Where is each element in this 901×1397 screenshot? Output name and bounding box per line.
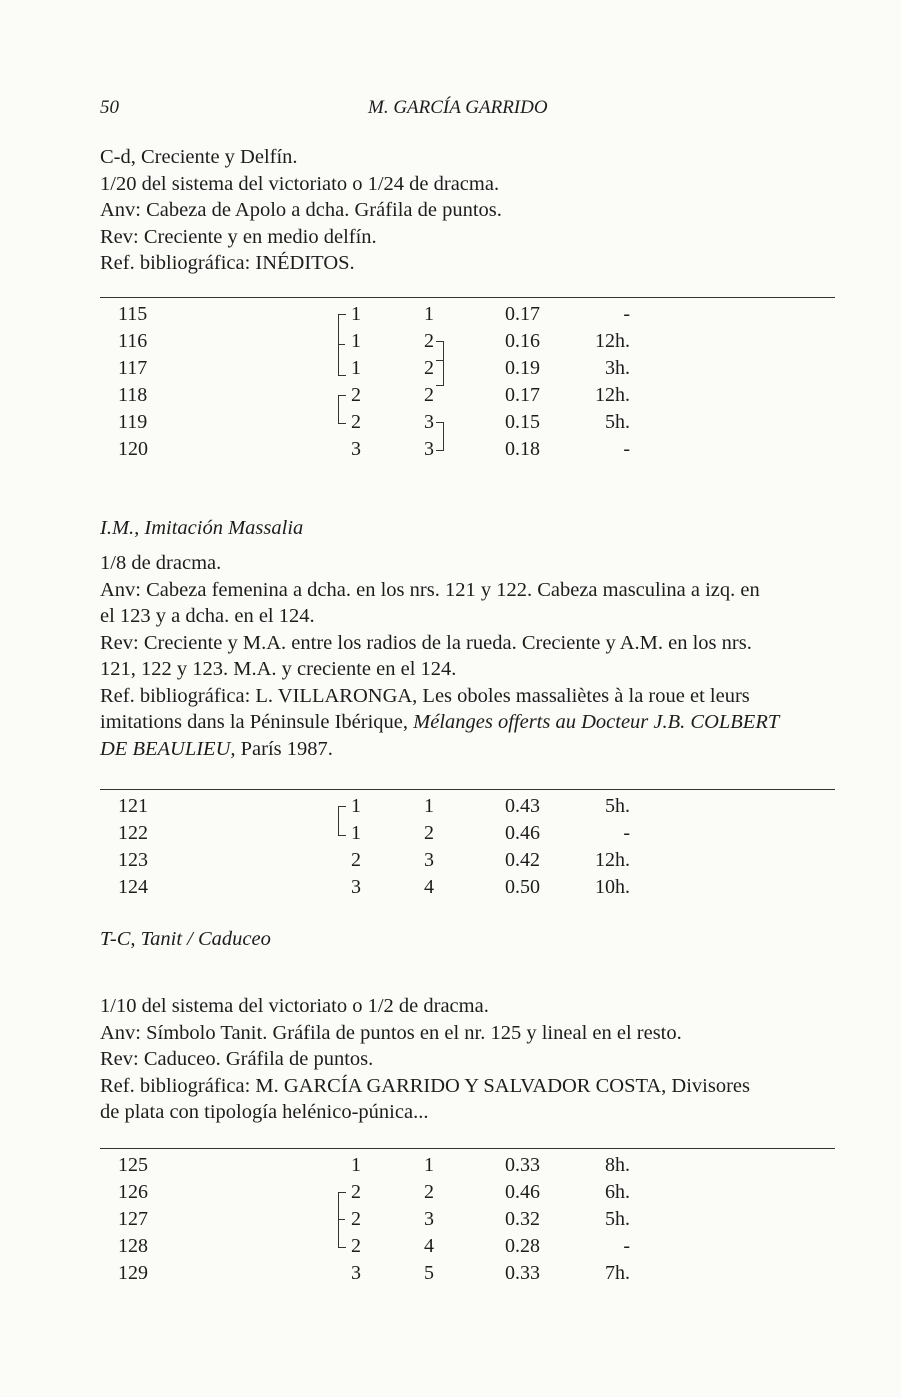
reference-text: imitations dans la Péninsule Ibérique, — [100, 711, 409, 733]
section1-line: C-d, Creciente y Delfín. — [100, 146, 298, 168]
section3-line: Ref. bibliográfica: M. GARCÍA GARRIDO Y SALVADOR COSTA, Divisores — [100, 1074, 750, 1097]
coin-number: 120 — [118, 438, 148, 460]
reverse-die: 1 — [424, 795, 434, 817]
die-axis: 12h. — [595, 330, 630, 352]
die-axis: - — [623, 438, 630, 460]
section3-line: Rev: Caduceo. Gráfila de puntos. — [100, 1048, 374, 1070]
section2-line: Rev: Creciente y M.A. entre los radios de la rueda. Creciente y A.M. en los nrs. — [100, 631, 752, 654]
section2-line: 1/8 de dracma. — [100, 552, 222, 574]
section2-line: Anv: Cabeza femenina a dcha. en los nrs. 121 y 122. Cabeza masculina a izq. en — [100, 578, 760, 601]
die-axis: 7h. — [605, 1262, 630, 1284]
obverse-die: 2 — [351, 1181, 361, 1203]
reverse-die: 3 — [424, 849, 434, 871]
table-row — [100, 357, 835, 383]
obverse-die: 3 — [351, 876, 361, 898]
table-row — [100, 438, 835, 464]
weight: 0.15 — [505, 411, 540, 433]
table-row — [100, 384, 835, 410]
reverse-die: 3 — [424, 1208, 434, 1230]
section2-description — [100, 550, 840, 762]
die-link-bracket — [338, 314, 346, 376]
weight: 0.33 — [505, 1154, 540, 1176]
obverse-die: 1 — [351, 357, 361, 379]
die-axis: 12h. — [595, 384, 630, 406]
weight: 0.50 — [505, 876, 540, 898]
die-link-bracket — [338, 1219, 345, 1220]
coin-number: 119 — [118, 411, 148, 433]
weight: 0.18 — [505, 438, 540, 460]
section1-description — [100, 144, 840, 277]
obverse-die: 3 — [351, 438, 361, 460]
section2-line: Ref. bibliográfica: L. VILLARONGA, Les oboles massaliètes à la roue et leurs — [100, 684, 750, 707]
die-axis: - — [623, 303, 630, 325]
table-row — [100, 849, 835, 875]
coin-number: 128 — [118, 1235, 148, 1257]
weight: 0.17 — [505, 384, 540, 406]
table-row — [100, 411, 835, 437]
coin-number: 126 — [118, 1181, 148, 1203]
section3-title: T-C, Tanit / Caduceo — [100, 928, 271, 950]
reverse-die: 1 — [424, 303, 434, 325]
table-row — [100, 876, 835, 902]
obverse-die: 2 — [351, 849, 361, 871]
section3-description — [100, 993, 840, 1126]
die-axis: - — [623, 1235, 630, 1257]
section2-line: 121, 122 y 123. M.A. y creciente en el 124. — [100, 658, 457, 680]
reverse-die: 4 — [424, 876, 434, 898]
weight: 0.46 — [505, 1181, 540, 1203]
die-link-bracket — [338, 344, 345, 345]
reference-place-year: París 1987. — [240, 737, 333, 760]
reverse-die: 1 — [424, 1154, 434, 1176]
section2-line: el 123 y a dcha. en el 124. — [100, 605, 315, 627]
section1-line: Anv: Cabeza de Apolo a dcha. Gráfila de puntos. — [100, 199, 502, 221]
section3-line: 1/10 del sistema del victoriato o 1/2 de dracma. — [100, 995, 489, 1017]
weight: 0.17 — [505, 303, 540, 325]
die-axis: 6h. — [605, 1181, 630, 1203]
obverse-die: 1 — [351, 303, 361, 325]
table-row — [100, 330, 835, 356]
page-number: 50 — [100, 97, 119, 118]
table-row — [100, 1262, 835, 1288]
weight: 0.19 — [505, 357, 540, 379]
reverse-die: 2 — [424, 384, 434, 406]
obverse-die: 2 — [351, 1208, 361, 1230]
weight: 0.43 — [505, 795, 540, 817]
table-row — [100, 1208, 835, 1234]
table-row — [100, 1181, 835, 1207]
table-row — [100, 822, 835, 848]
obverse-die: 3 — [351, 1262, 361, 1284]
coin-number: 115 — [118, 303, 148, 325]
obverse-die: 1 — [351, 1154, 361, 1176]
section2-title: I.M., Imitación Massalia — [100, 517, 304, 539]
reverse-die: 2 — [424, 357, 434, 379]
reverse-die: 2 — [424, 1181, 434, 1203]
die-link-bracket — [338, 806, 346, 836]
die-axis: - — [623, 822, 630, 844]
coin-number: 118 — [118, 384, 148, 406]
weight: 0.42 — [505, 849, 540, 871]
table-row — [100, 1235, 835, 1261]
page-header — [100, 97, 835, 127]
die-link-bracket — [436, 422, 444, 451]
weight: 0.33 — [505, 1262, 540, 1284]
die-axis: 5h. — [605, 411, 630, 433]
die-axis: 5h. — [605, 1208, 630, 1230]
coin-number: 122 — [118, 822, 148, 844]
section1-line: Rev: Creciente y en medio delfín. — [100, 225, 377, 248]
section1-line: 1/20 del sistema del victoriato o 1/24 de dracma. — [100, 172, 500, 195]
reverse-die: 4 — [424, 1235, 434, 1257]
section2-line — [100, 709, 840, 736]
obverse-die: 2 — [351, 411, 361, 433]
table-rule — [100, 1148, 835, 1149]
die-link-bracket — [338, 395, 346, 424]
reverse-die: 3 — [424, 411, 434, 433]
weight: 0.16 — [505, 330, 540, 352]
die-link-bracket — [338, 1192, 346, 1248]
obverse-die: 1 — [351, 795, 361, 817]
section2-line — [100, 736, 840, 763]
weight: 0.32 — [505, 1208, 540, 1230]
coin-number: 116 — [118, 330, 148, 352]
weight: 0.46 — [505, 822, 540, 844]
obverse-die: 2 — [351, 384, 361, 406]
section3-line: Anv: Símbolo Tanit. Gráfila de puntos en el nr. 125 y lineal en el resto. — [100, 1021, 682, 1044]
coin-number: 117 — [118, 357, 148, 379]
die-axis: 5h. — [605, 795, 630, 817]
coin-number: 127 — [118, 1208, 148, 1230]
section3-line: de plata con tipología helénico-púnica... — [100, 1101, 429, 1123]
die-axis: 8h. — [605, 1154, 630, 1176]
reverse-die: 3 — [424, 438, 434, 460]
reference-journal-cont: DE BEAULIEU, — [100, 737, 236, 760]
reverse-die: 5 — [424, 1262, 434, 1284]
reverse-die: 2 — [424, 330, 434, 352]
coin-number: 124 — [118, 876, 148, 898]
coin-number: 125 — [118, 1154, 148, 1176]
running-title: M. GARCÍA GARRIDO — [368, 97, 548, 118]
obverse-die: 2 — [351, 1235, 361, 1257]
obverse-die: 1 — [351, 822, 361, 844]
die-axis: 3h. — [605, 357, 630, 379]
coin-number: 121 — [118, 795, 148, 817]
die-axis: 12h. — [595, 849, 630, 871]
section1-line: Ref. bibliográfica: INÉDITOS. — [100, 252, 355, 274]
table-rule — [100, 297, 835, 298]
coin-number: 123 — [118, 849, 148, 871]
die-axis: 10h. — [595, 876, 630, 898]
obverse-die: 1 — [351, 330, 361, 352]
coin-number: 129 — [118, 1262, 148, 1284]
table-row — [100, 1154, 835, 1180]
reverse-die: 2 — [424, 822, 434, 844]
die-link-bracket — [436, 360, 443, 361]
table-rule — [100, 789, 835, 790]
die-link-bracket — [436, 341, 444, 386]
table-row — [100, 795, 835, 821]
reference-journal: Mélanges offerts au Docteur J.B. COLBERT — [413, 711, 780, 733]
weight: 0.28 — [505, 1235, 540, 1257]
table-row — [100, 303, 835, 329]
